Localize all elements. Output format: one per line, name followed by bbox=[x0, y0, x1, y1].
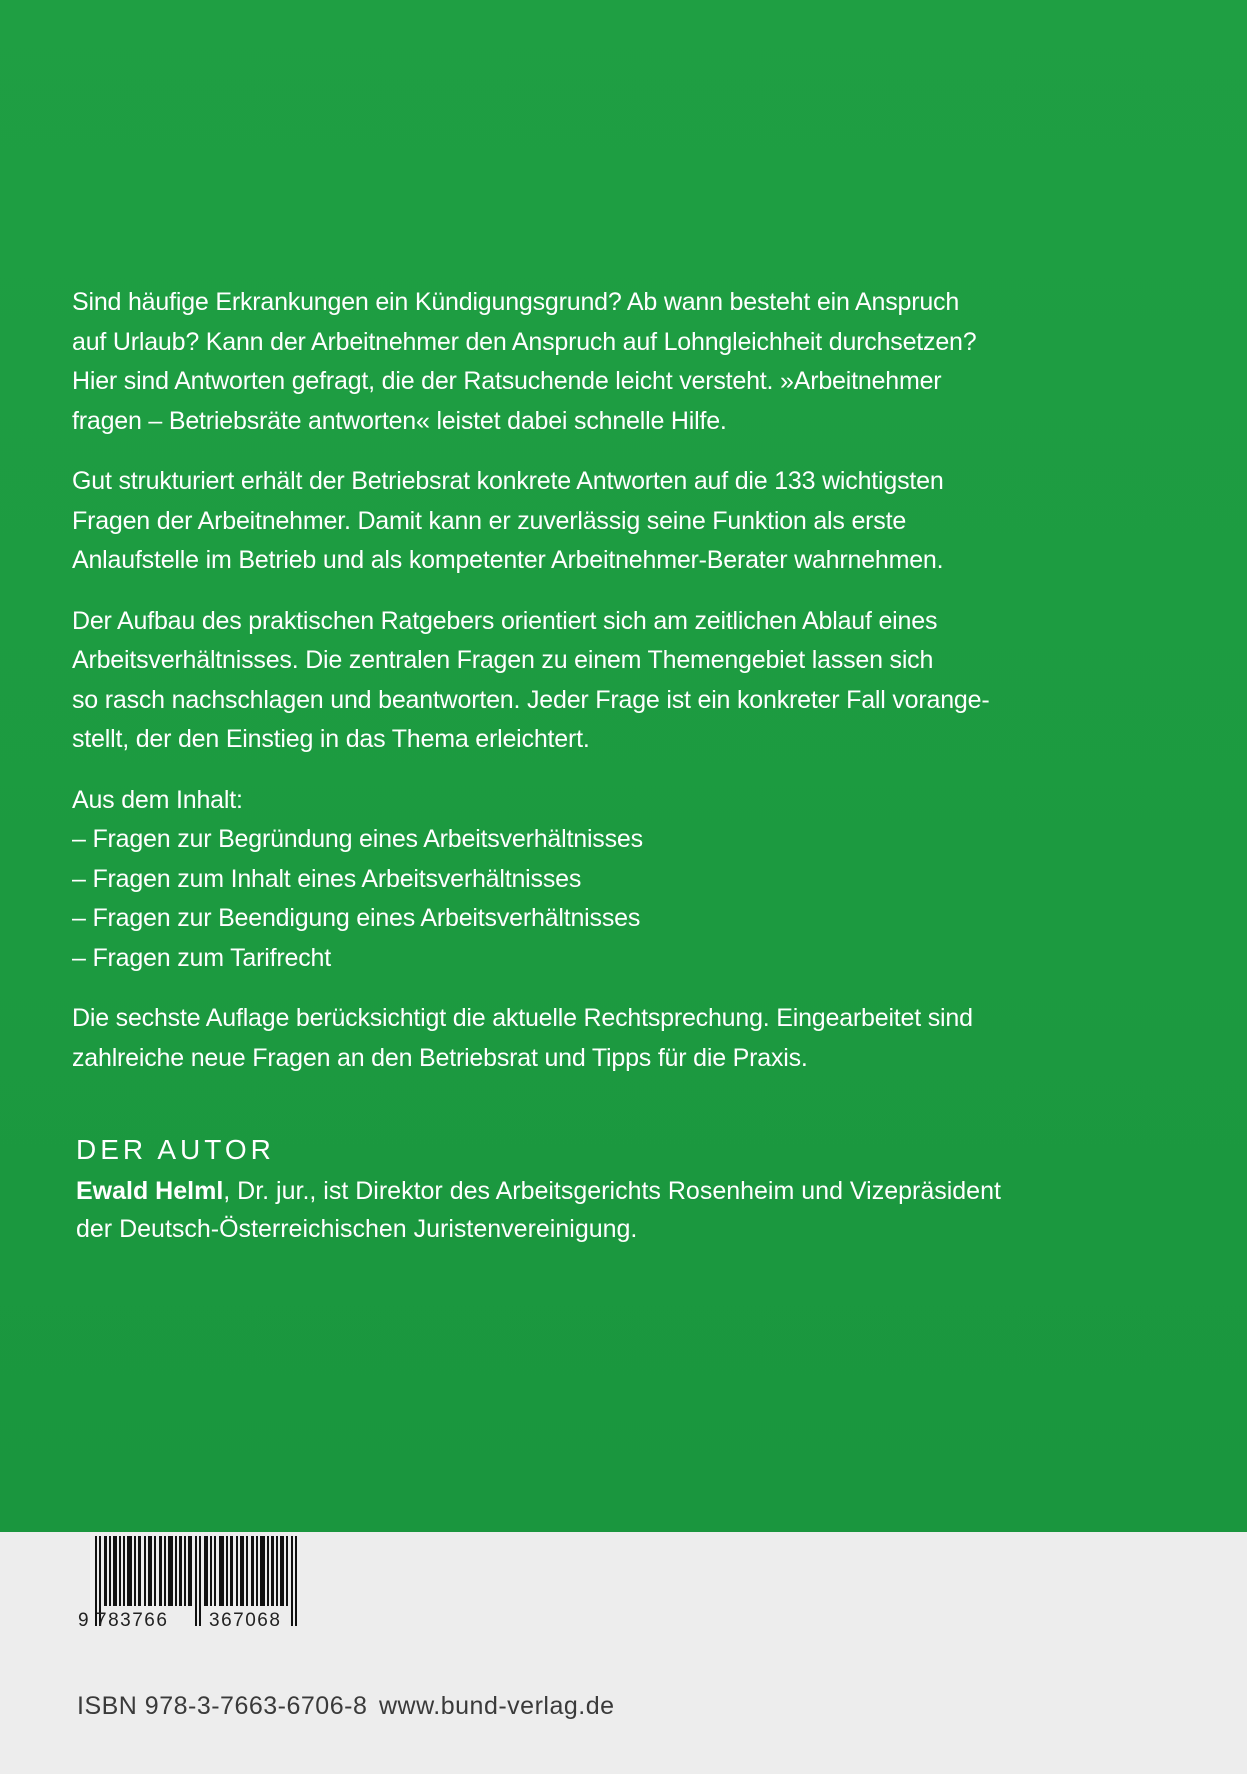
author-bio-text: , Dr. jur., ist Direktor des Arbeitsgerichts Rosenheim und Vizepräsident bbox=[223, 1177, 1001, 1205]
blurb-paragraph-1 bbox=[72, 283, 977, 441]
text-line: Der Aufbau des praktischen Ratgebers orientiert sich am zeitlichen Ablauf eines bbox=[72, 606, 938, 635]
contents-item: – Fragen zum Inhalt eines Arbeitsverhältnisses bbox=[72, 864, 582, 893]
blurb-paragraph-2 bbox=[72, 462, 944, 581]
author-bio bbox=[76, 1172, 1001, 1248]
text-line: Gut strukturiert erhält der Betriebsrat konkrete Antworten auf die 133 wichtigsten bbox=[72, 467, 944, 495]
text-line: auf Urlaub? Kann der Arbeitnehmer den Anspruch auf Lohngleichheit durchsetzen? bbox=[72, 327, 977, 356]
text-line: zahlreiche neue Fragen an den Betriebsrat und Tipps für die Praxis. bbox=[72, 1043, 808, 1072]
text-line: Arbeitsverhältnisses. Die zentralen Fragen zu einem Themengebiet lassen sich bbox=[72, 646, 934, 674]
isbn-text: ISBN 978-3-7663-6706-8 bbox=[77, 1692, 368, 1720]
author-heading: DER AUTOR bbox=[76, 1134, 275, 1165]
closing-paragraph bbox=[72, 999, 973, 1078]
publisher-url: www.bund-verlag.de bbox=[379, 1692, 615, 1720]
text-line: Sind häufige Erkrankungen ein Kündigungsgrund? Ab wann besteht ein Anspruch bbox=[72, 288, 960, 316]
contents-item: – Fragen zum Tarifrecht bbox=[72, 943, 331, 972]
barcode-left-digits: 783766 bbox=[96, 1610, 169, 1631]
text-line: stellt, der den Einstieg in das Thema erleichtert. bbox=[72, 725, 590, 753]
contents-item: – Fragen zur Beendigung eines Arbeitsverhältnisses bbox=[72, 904, 641, 932]
barcode bbox=[78, 1536, 318, 1636]
text-line: fragen – Betriebsräte antworten« leistet dabei schnelle Hilfe. bbox=[72, 406, 727, 435]
contents-list bbox=[72, 781, 932, 979]
text-line: Fragen der Arbeitnehmer. Damit kann er zuverlässig seine Funktion als erste bbox=[72, 506, 907, 535]
blurb-text bbox=[72, 283, 990, 1099]
blurb-paragraph-3 bbox=[72, 602, 990, 760]
contents-item: – Fragen zur Begründung eines Arbeitsverhältnisses bbox=[72, 825, 643, 853]
text-line: so rasch nachschlagen und beantworten. Jeder Frage ist ein konkreter Fall vorange- bbox=[72, 685, 990, 714]
author-name: Ewald Helml bbox=[76, 1177, 224, 1205]
text-line: Hier sind Antworten gefragt, die der Ratsuchende leicht versteht. »Arbeitnehmer bbox=[72, 367, 942, 395]
text-line: Anlaufstelle im Betrieb und als kompetenter Arbeitnehmer-Berater wahrnehmen. bbox=[72, 546, 944, 574]
author-bio-line-1 bbox=[76, 1172, 1001, 1210]
author-section bbox=[76, 1130, 1001, 1248]
text-line: Die sechste Auflage berücksichtigt die aktuelle Rechtsprechung. Eingearbeitet sind bbox=[72, 1004, 973, 1032]
contents-heading: Aus dem Inhalt: bbox=[72, 785, 243, 814]
author-bio-line-2: der Deutsch-Österreichischen Juristenvereinigung. bbox=[76, 1215, 638, 1243]
barcode-right-digits: 367068 bbox=[209, 1610, 282, 1631]
barcode-first-digit: 9 bbox=[78, 1610, 89, 1631]
